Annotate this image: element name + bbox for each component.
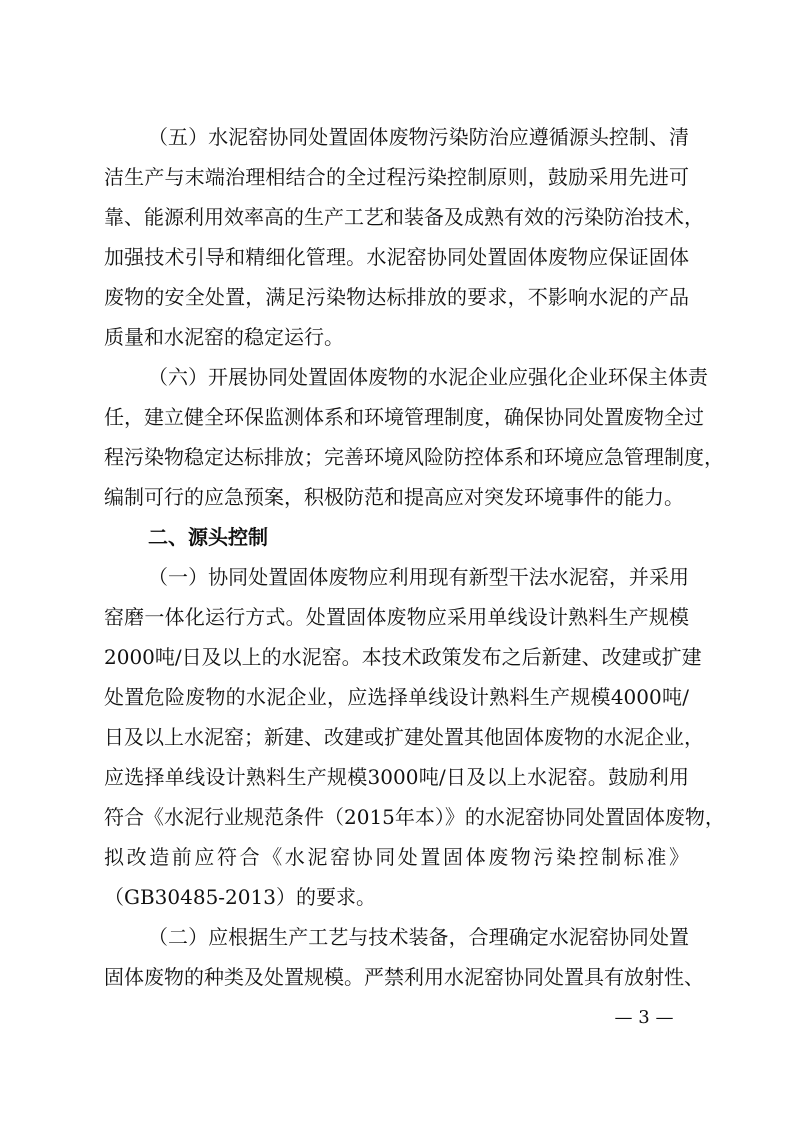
section-heading: 二、源头控制 [148,525,268,549]
paragraph-line: 编制可行的应急预案，积极防范和提高应对突发环境事件的能力。 [104,485,684,509]
paragraph-line: 质量和水泥窑的稳定运行。 [104,325,344,349]
paragraph-line: （六）开展协同处置固体废物的水泥企业应强化企业环保主体责 [148,365,708,389]
paragraph-line: 日及以上水泥窑；新建、改建或扩建处置其他固体废物的水泥企业， [104,725,704,749]
paragraph-line: （一）协同处置固体废物应利用现有新型干法水泥窑，并采用 [148,565,689,589]
paragraph-line: 应选择单线设计熟料生产规模3000吨/日及以上水泥窑。鼓励利用 [104,765,689,789]
paragraph-line: 固体废物的种类及处置规模。严禁利用水泥窑协同处置具有放射性、 [104,965,704,989]
page-number: — 3 — [614,1007,674,1028]
paragraph-line: （二）应根据生产工艺与技术装备，合理确定水泥窑协同处置 [148,925,689,949]
paragraph-line: 窑磨一体化运行方式。处置固体废物应采用单线设计熟料生产规模 [104,605,689,629]
paragraph-line: 拟改造前应符合《水泥窑协同处置固体废物污染控制标准》 [104,845,689,869]
paragraph-line: 废物的安全处置，满足污染物达标排放的要求，不影响水泥的产品 [104,285,689,309]
paragraph-line: 任，建立健全环保监测体系和环境管理制度，确保协同处置废物全过 [104,405,704,429]
paragraph-line: 洁生产与末端治理相结合的全过程污染控制原则，鼓励采用先进可 [104,165,689,189]
paragraph-line: 符合《水泥行业规范条件（2015年本）》的水泥窑协同处置固体废物， [104,805,725,829]
paragraph-line: （GB30485-2013）的要求。 [104,885,376,909]
paragraph-line: （五）水泥窑协同处置固体废物污染防治应遵循源头控制、清 [148,125,689,149]
paragraph-line: 处置危险废物的水泥企业，应选择单线设计熟料生产规模4000吨/ [104,685,689,709]
paragraph-line: 2000吨/日及以上的水泥窑。本技术政策发布之后新建、改建或扩建 [104,645,702,669]
paragraph-line: 加强技术引导和精细化管理。水泥窑协同处置固体废物应保证固体 [104,245,689,269]
paragraph-line: 程污染物稳定达标排放；完善环境风险防控体系和环境应急管理制度， [104,445,724,469]
paragraph-line: 靠、能源利用效率高的生产工艺和装备及成熟有效的污染防治技术， [104,205,704,229]
